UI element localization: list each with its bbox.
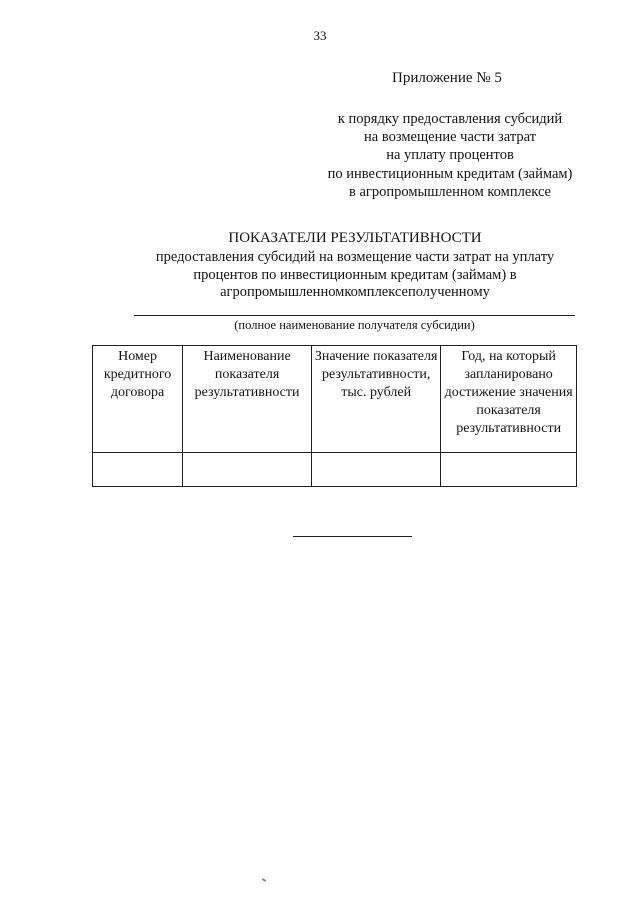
page-number: 33 [313, 28, 327, 43]
table-row [93, 453, 577, 487]
table-header-row [93, 346, 577, 453]
appendix-line: на возмещение части затрат [364, 129, 536, 146]
recipient-name-line [134, 315, 575, 316]
scan-speck [262, 878, 266, 882]
document-subtitle [80, 249, 630, 302]
table-cell [183, 453, 312, 487]
table-cell [441, 453, 577, 487]
header-contract-number: Номер кредитного договора [93, 346, 183, 453]
subtitle-line: предоставления субсидий на возмещение части затрат на уплату [155, 249, 555, 265]
document-title: ПОКАЗАТЕЛИ РЕЗУЛЬТАТИВНОСТИ [228, 230, 482, 246]
table-cell [93, 453, 183, 487]
end-separator-line [293, 536, 412, 537]
appendix-line: по инвестиционным кредитам (займам) [327, 165, 573, 182]
appendix-line: в агропромышленном комплексе [348, 183, 551, 200]
appendix-line: на уплату процентов [386, 147, 514, 164]
recipient-caption: (полное наименование получателя субсидии) [234, 318, 475, 332]
header-indicator-value: Значение показателя результативности, тыс. рублей [312, 346, 441, 453]
appendix-title: Приложение № 5 [392, 70, 502, 86]
header-indicator-name: Наименование показателя результативности [183, 346, 312, 453]
appendix-line: к порядку предоставления субсидий [337, 111, 563, 127]
subtitle-line: процентов по инвестиционным кредитам (займам) в [193, 266, 517, 283]
indicators-table [92, 345, 577, 487]
appendix-reference [310, 110, 590, 201]
header-target-year: Год, на который запланировано достижение значения показателя результативности [441, 346, 577, 453]
table-cell [312, 453, 441, 487]
subtitle-line: агропромышленномкомплексеполученному [220, 284, 490, 300]
